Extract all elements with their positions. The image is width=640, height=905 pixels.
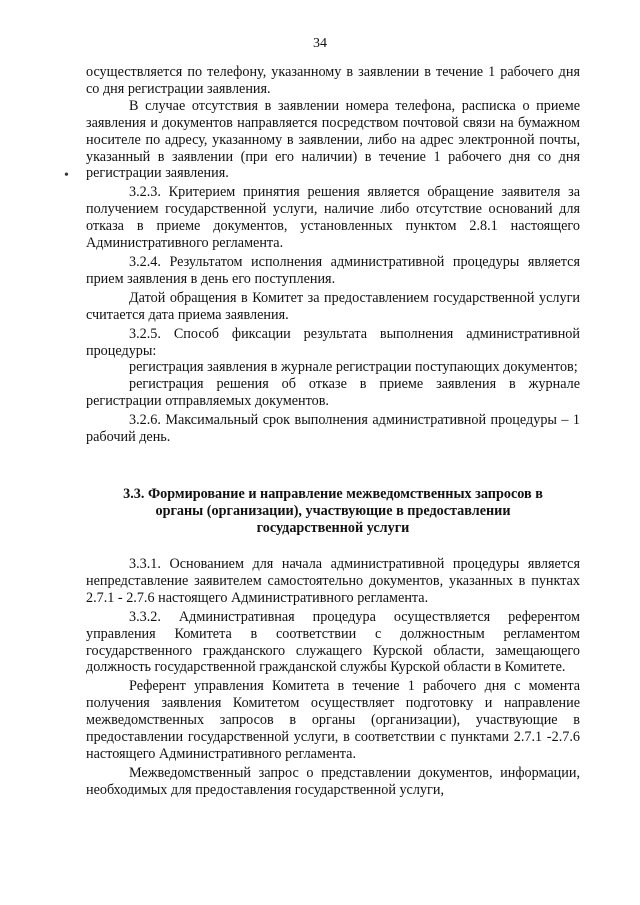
paragraph: 3.2.3. Критерием принятия решения является обращение заявителя за получением государственной услуги, наличие либо отсутствие оснований для отказа в приеме документов, установленных пунктом 2.8.1 настоящего Административного регламента. [86, 184, 580, 252]
paragraph: В случае отсутствия в заявлении номера телефона, расписка о приеме заявления и документов направляется посредством почтовой связи на бумажном носителе по адресу, указанному в заявлении, либо на адрес электронной почты, указанный в заявлении (при его наличии) в течение 1 рабочего дня со дня регистрации заявления. [86, 97, 580, 182]
top-text-block [86, 64, 580, 446]
paragraph: осуществляется по телефону, указанному в заявлении в течение 1 рабочего дня со дня регистрации заявления. [86, 64, 580, 97]
paragraph: регистрация решения об отказе в приеме заявления в журнале регистрации отправляемых документов. [86, 376, 580, 410]
paragraph: 3.2.6. Максимальный срок выполнения административной процедуры – 1 рабочий день. [86, 412, 580, 446]
paragraph: Референт управления Комитета в течение 1 рабочего дня с момента получения заявления Комитетом осуществляет подготовку и направление межведомственных запросов в органы (организации), участвующие в предоставлении государственной услуги, в соответствии с пунктами 2.7.1 -2.7.6 настоящего Административного регламента. [86, 678, 580, 762]
paragraph: Межведомственный запрос о представлении документов, информации, необходимых для предоставления государственной услуги, [86, 764, 580, 798]
paragraph: 3.2.5. Способ фиксации результата выполнения административной процедуры: [86, 325, 580, 359]
paragraph: 3.3.2. Административная процедура осуществляется референтом управления Комитета в соответствии с должностным регламентом государственного гражданского служащего Курской области, замещающего должность государственной гражданской службы Курской области в Комитете. [86, 608, 580, 676]
section-heading: 3.3. Формирование и направление межведомственных запросов в органы (организации), участвующие в предоставлении государственной услуги [123, 486, 543, 536]
paragraph: 3.2.4. Результатом исполнения административной процедуры является прием заявления в день его поступления. [86, 253, 580, 287]
paragraph: Датой обращения в Комитет за предоставлением государственной услуги считается дата приема заявления. [86, 289, 580, 323]
bottom-text-block [86, 556, 580, 799]
paragraph: 3.3.1. Основанием для начала административной процедуры является непредставление заявителем самостоятельно документов, указанных в пунктах 2.7.1 - 2.7.6 настоящего Административного регламента. [86, 556, 580, 606]
margin-mark: • [64, 168, 69, 183]
page-number: 34 [313, 36, 327, 51]
section-heading-block [118, 486, 548, 537]
paragraph: регистрация заявления в журнале регистрации поступающих документов; [129, 359, 578, 376]
